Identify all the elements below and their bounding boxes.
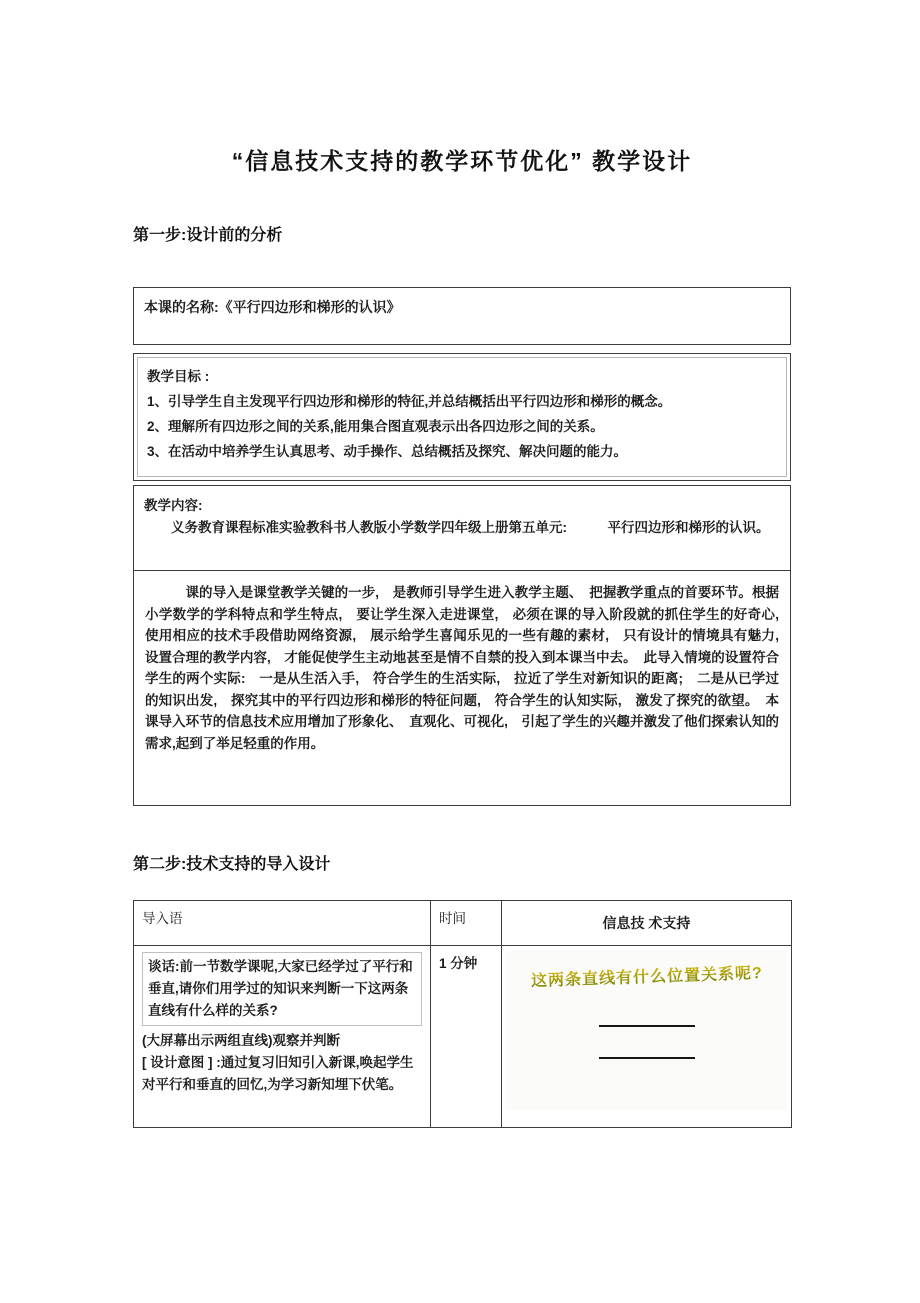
course-name-box	[133, 287, 791, 345]
leadin-cell	[134, 946, 431, 1128]
lead-in-analysis-section	[134, 570, 793, 805]
step1-heading: 第一步:设计前的分析	[133, 227, 283, 244]
table-body-row	[134, 946, 792, 1128]
lead-in-design-table	[133, 900, 792, 1128]
teaching-content-section	[134, 486, 790, 570]
document-content	[133, 0, 791, 1128]
talk-text: 谈话:前一节数学课呢,大家已经学过了平行和垂直,请你们用学过的知识来判断一下这两条直线有什么样的关系?	[142, 952, 422, 1026]
time-cell	[431, 946, 502, 1128]
slide-wordart-caption: 这两条直线有什么位置关系呢?	[530, 960, 762, 991]
document-title: “信息技术支持的教学环节优化” 教学设计	[231, 148, 693, 174]
header-cell-time: 时间	[431, 901, 502, 946]
goal-item-1: 1、引导学生自主发现平行四边形和梯形的特征,并总结概括出平行四边形和梯形的概念。	[147, 394, 672, 409]
teaching-goals-inner	[137, 357, 787, 477]
course-name-text: 本课的名称:《平行四边形和梯形的认识》	[144, 299, 401, 315]
content-label: 教学内容:	[144, 498, 203, 513]
goal-item-2: 2、理解所有四边形之间的关系,能用集合图直观表示出各四边形之间的关系。	[147, 419, 604, 434]
content-and-analysis-box	[133, 485, 791, 806]
tech-support-cell	[502, 946, 792, 1128]
screen-note: (大屏幕出示两组直线)观察并判断	[142, 1033, 340, 1048]
slide-line-1	[599, 1025, 695, 1027]
step2-heading: 第二步:技术支持的导入设计	[133, 856, 331, 873]
slide-line-2	[599, 1057, 695, 1059]
content-text: 义务教育课程标准实验教科书人教版小学数学四年级上册第五单元: 平行四边形和梯形的认识。	[144, 520, 770, 535]
table-header-row	[134, 901, 792, 946]
design-intent: [ 设计意图 ] :通过复习旧知引入新课,唤起学生对平行和垂直的回忆,为学习新知埋下伏笔。	[142, 1055, 414, 1092]
time-value: 1 分钟	[439, 956, 478, 971]
goals-label: 教学目标 :	[147, 369, 210, 384]
header-cell-leadin: 导入语	[134, 901, 431, 946]
teaching-goals-box	[133, 353, 791, 481]
slide-image	[506, 950, 787, 1110]
header-cell-tech-support: 信息技 术支持	[502, 901, 792, 946]
analysis-paragraph: 课的导入是课堂教学关键的一步, 是教师引导学生进入教学主题、 把握教学重点的首要环节。根据小学数学的学科特点和学生特点, 要让学生深入走进课堂, 必须在课的导入阶段就的抓住学生的好奇心, 使用相应的技术手段借助网络资源, 展示给学生喜闻乐见的一些有趣的素材, 只有设计的情境具有魅力, 设置合理的教学内容, 才能促使学生主动地甚至是情不自禁的投入到本课当中去。 此导入情境的设置符合学生的两个实际: 一是从生活入手, 符合学生的生活实际, 拉近了学生对新知识的距离; 二是从已学过的知识出发, 探究其中的平行四边形和梯形的特征问题, 符合学生的认知实际, 激发了探究的欲望。 本课导入环节的信息技术应用增加了形象化、 直观化、可视化, 引起了学生的兴趣并激发了他们探索认知的需求,起到了举足轻重的作用。	[145, 585, 793, 751]
goal-item-3: 3、在活动中培养学生认真思考、动手操作、总结概括及探究、解决问题的能力。	[147, 444, 628, 459]
